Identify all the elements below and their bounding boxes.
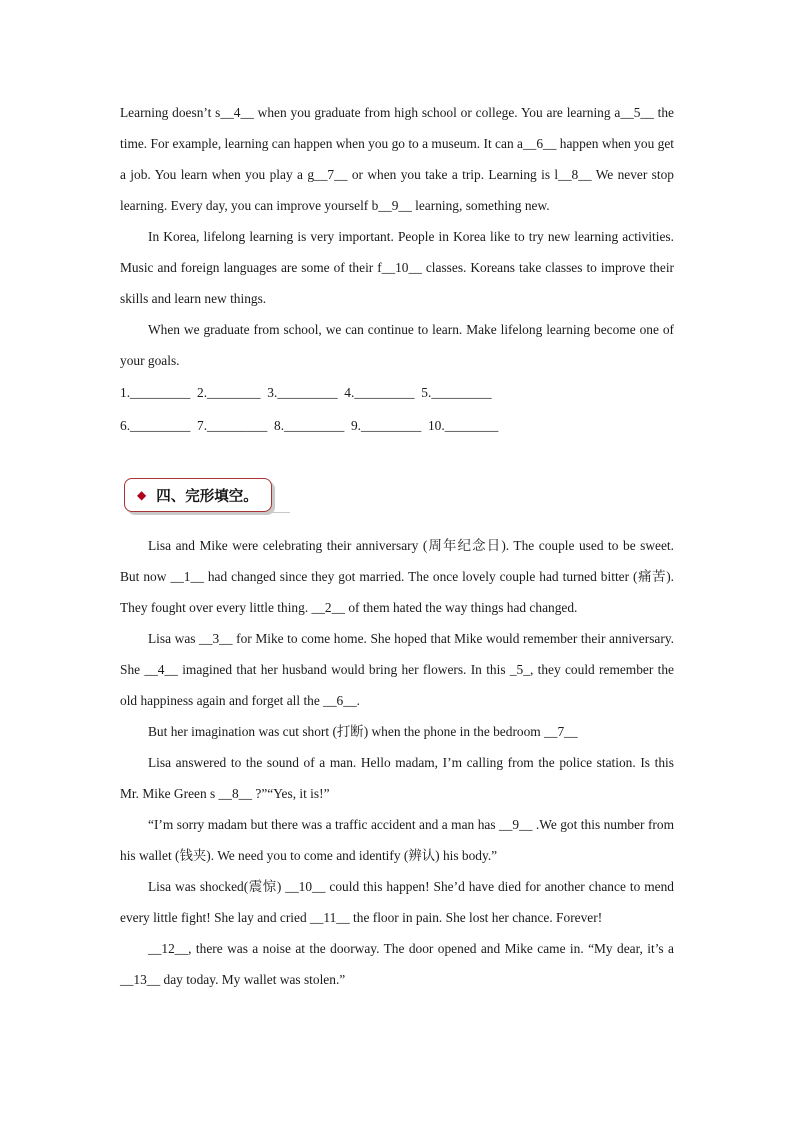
worksheet-page bbox=[120, 97, 674, 995]
section-title-box bbox=[124, 478, 272, 512]
header-underline bbox=[270, 502, 290, 513]
passage2-paragraph-2: Lisa was __3__ for Mike to come home. She hoped that Mike would remember their anniversary. She __4__ imagined that her husband would bring her flowers. In this _5_, they could remember the old happiness again and forget all the __6__. bbox=[120, 631, 674, 708]
answer-line-1: 1._________ 2.________ 3._________ 4._________ 5._________ bbox=[120, 385, 492, 400]
section-title: 四、完形填空。 bbox=[156, 488, 258, 505]
diamond-icon: ◆ bbox=[137, 488, 147, 502]
passage2-paragraph-5: “I’m sorry madam but there was a traffic accident and a man has __9__ .We got this number from his wallet (钱夹). We need you to come and identify (辨认) his body.” bbox=[120, 817, 674, 863]
passage2-paragraph-7: __12__, there was a noise at the doorway. The door opened and Mike came in. “My dear, it’s a __13__ day today. My wallet was stolen.” bbox=[120, 941, 674, 987]
passage1-paragraph-1: Learning doesn’t s__4__ when you graduate from high school or college. You are learning a__5__ the time. For example, learning can happen when you go to a museum. It can a__6__ happen when you get a job. You learn when you play a g__7__ or when you take a trip. Learning is l__8__ We never stop learning. Every day, you can improve yourself b__9__ learning, something new. bbox=[120, 105, 674, 213]
passage2-paragraph-1: Lisa and Mike were celebrating their anniversary (周年纪念日). The couple used to be sweet. But now __1__ had changed since they got married. The once lovely couple had turned bitter (痛苦). They fought over every little thing. __2__ of them hated the way things had changed. bbox=[120, 538, 674, 615]
section-header bbox=[120, 472, 280, 512]
passage2-paragraph-4: Lisa answered to the sound of a man. Hello madam, I’m calling from the police station. Is this Mr. Mike Green s __8__ ?”“Yes, it is!” bbox=[120, 755, 674, 801]
passage2-paragraph-6: Lisa was shocked(震惊) __10__ could this happen! She’d have died for another chance to mend every little fight! She lay and cried __11__ the floor in pain. She lost her chance. Forever! bbox=[120, 879, 674, 925]
answer-line-2: 6._________ 7._________ 8._________ 9._________ 10.________ bbox=[120, 418, 499, 433]
passage2-paragraph-3: But her imagination was cut short (打断) when the phone in the bedroom __7__ bbox=[148, 724, 578, 739]
passage1-paragraph-3: When we graduate from school, we can continue to learn. Make lifelong learning become one of your goals. bbox=[120, 322, 674, 368]
passage1-paragraph-2: In Korea, lifelong learning is very important. People in Korea like to try new learning activities. Music and foreign languages are some of their f__10__ classes. Koreans take classes to improve their skills and learn new things. bbox=[120, 229, 674, 306]
